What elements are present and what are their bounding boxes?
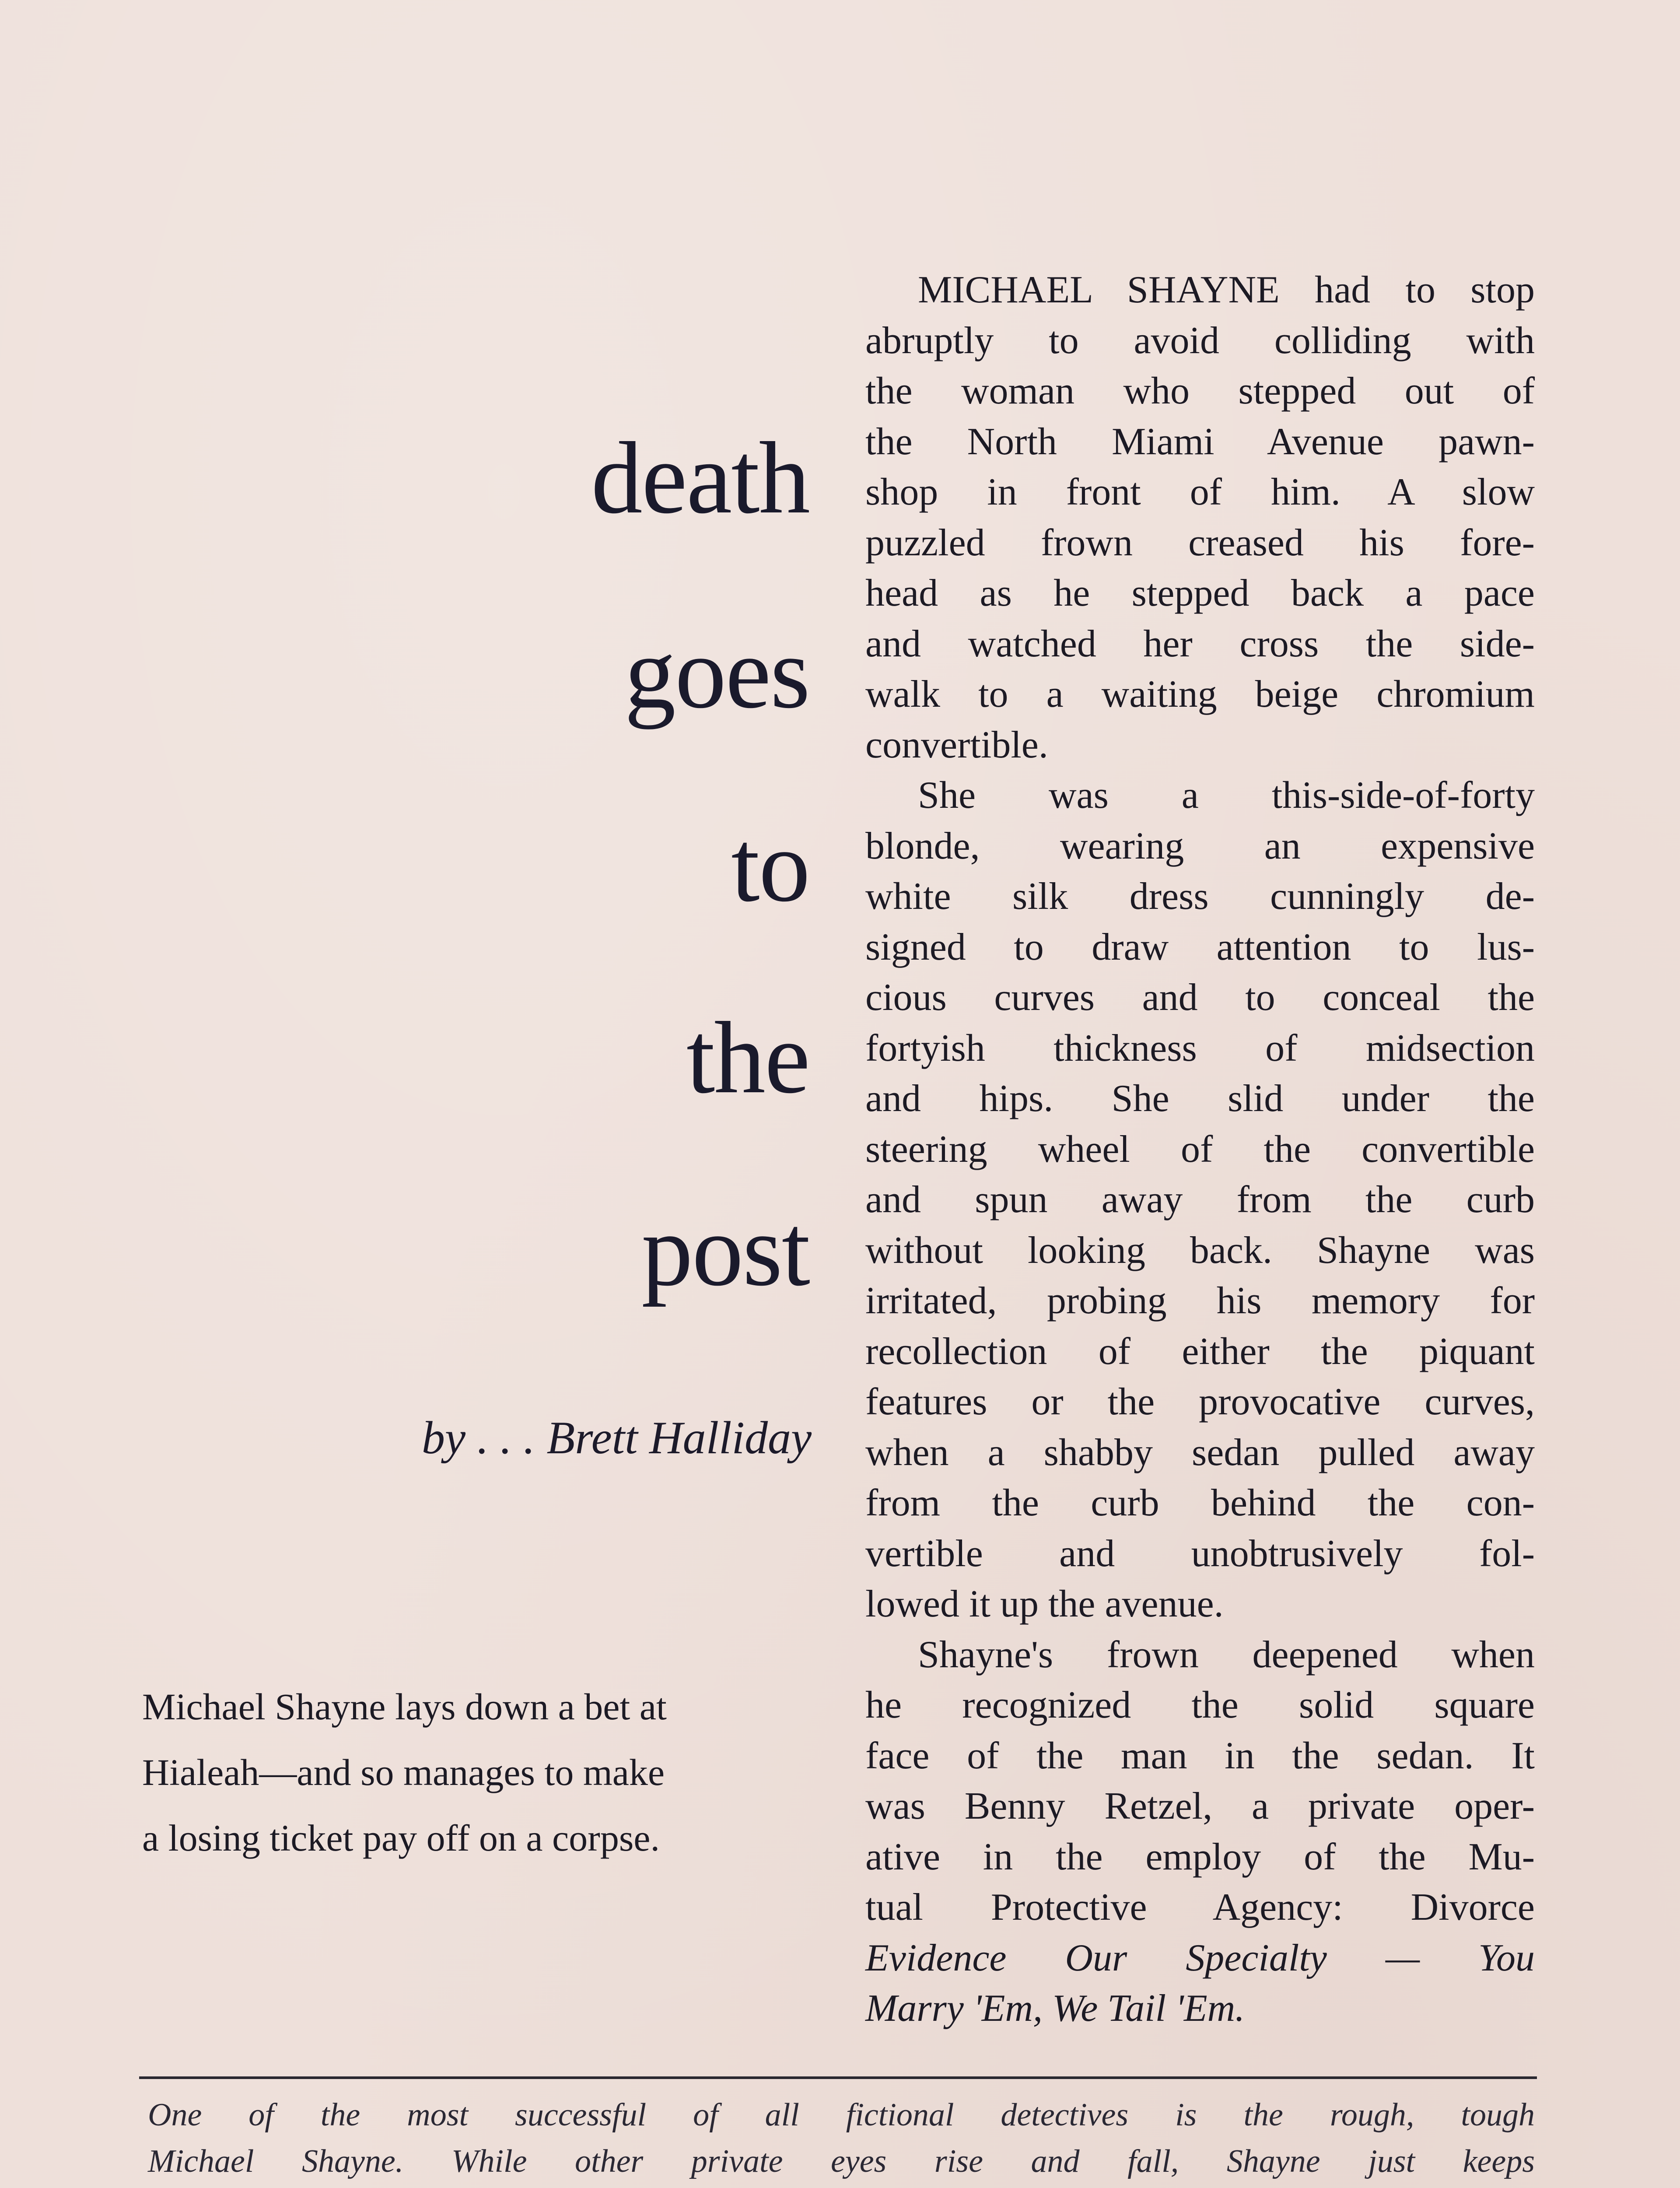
body-line: he recognized the solid square — [865, 1684, 1535, 1726]
body-line: abruptly to avoid colliding with — [865, 319, 1535, 362]
title-word-to: to — [731, 809, 809, 923]
body-line: blonde, wearing an expensive — [865, 824, 1535, 867]
body-line: signed to draw attention to lus- — [865, 926, 1535, 968]
body-line: convertible. — [865, 723, 1048, 766]
blurb-line: Michael Shayne lays down a bet at — [142, 1686, 667, 1728]
note-line: One of the most successful of all fictional detectives is the rough, tough — [148, 2097, 1535, 2133]
title-word-the: the — [686, 1001, 809, 1115]
editorial-note — [148, 2092, 1535, 2188]
note-line: Michael Shayne. While other private eyes rise and fall, Shayne just keeps — [148, 2143, 1535, 2179]
body-line: She was a this-side-of-forty — [918, 774, 1535, 817]
body-line: recollection of either the piquant — [865, 1330, 1535, 1373]
story-blurb — [142, 1674, 829, 1871]
body-line: when a shabby sedan pulled away — [865, 1431, 1535, 1474]
body-line: puzzled frown creased his fore- — [865, 521, 1535, 564]
blurb-line: Hialeah—and so manages to make — [142, 1751, 665, 1793]
body-line: and spun away from the curb — [865, 1178, 1535, 1221]
story-body — [865, 265, 1535, 2034]
body-line: from the curb behind the con- — [865, 1482, 1535, 1524]
title-word-death: death — [591, 421, 809, 535]
body-line: was Benny Retzel, a private oper- — [865, 1785, 1535, 1827]
body-line: tual Protective Agency: Divorce — [865, 1886, 1535, 1929]
body-line: and watched her cross the side- — [865, 622, 1535, 665]
body-line: white silk dress cunningly de- — [865, 875, 1535, 918]
note-top-rule — [139, 2076, 1537, 2079]
body-line: Shayne's frown deepened when — [918, 1633, 1535, 1676]
body-line: steering wheel of the convertible — [865, 1128, 1535, 1171]
body-line: cious curves and to conceal the — [865, 976, 1535, 1019]
title-word-goes: goes — [624, 616, 809, 729]
note-line — [148, 2184, 1535, 2188]
body-line: and hips. She slid under the — [865, 1077, 1535, 1120]
body-line: fortyish thickness of midsection — [865, 1027, 1535, 1069]
body-line: Evidence Our Specialty — You — [865, 1936, 1535, 1979]
body-line: MICHAEL SHAYNE had to stop — [918, 269, 1535, 311]
byline: by . . . Brett Halliday — [421, 1412, 812, 1463]
body-line: lowed it up the avenue. — [865, 1583, 1224, 1625]
body-line: shop in front of him. A slow — [865, 471, 1535, 513]
body-line: the North Miami Avenue pawn- — [865, 420, 1535, 463]
body-line: Marry 'Em, We Tail 'Em. — [865, 1987, 1245, 2030]
body-line: vertible and unobtrusively fol- — [865, 1532, 1535, 1575]
title-word-post: post — [641, 1193, 809, 1307]
body-line: walk to a waiting beige chromium — [865, 673, 1535, 715]
body-line: without looking back. Shayne was — [865, 1229, 1535, 1272]
body-line: ative in the employ of the Mu- — [865, 1835, 1535, 1878]
body-line: features or the provocative curves, — [865, 1381, 1535, 1423]
body-line: head as he stepped back a pace — [865, 572, 1535, 614]
blurb-line: a losing ticket pay off on a corpse. — [142, 1817, 660, 1859]
body-line: face of the man in the sedan. It — [865, 1734, 1535, 1777]
body-line: irritated, probing his memory for — [865, 1280, 1535, 1322]
body-line: the woman who stepped out of — [865, 370, 1535, 412]
